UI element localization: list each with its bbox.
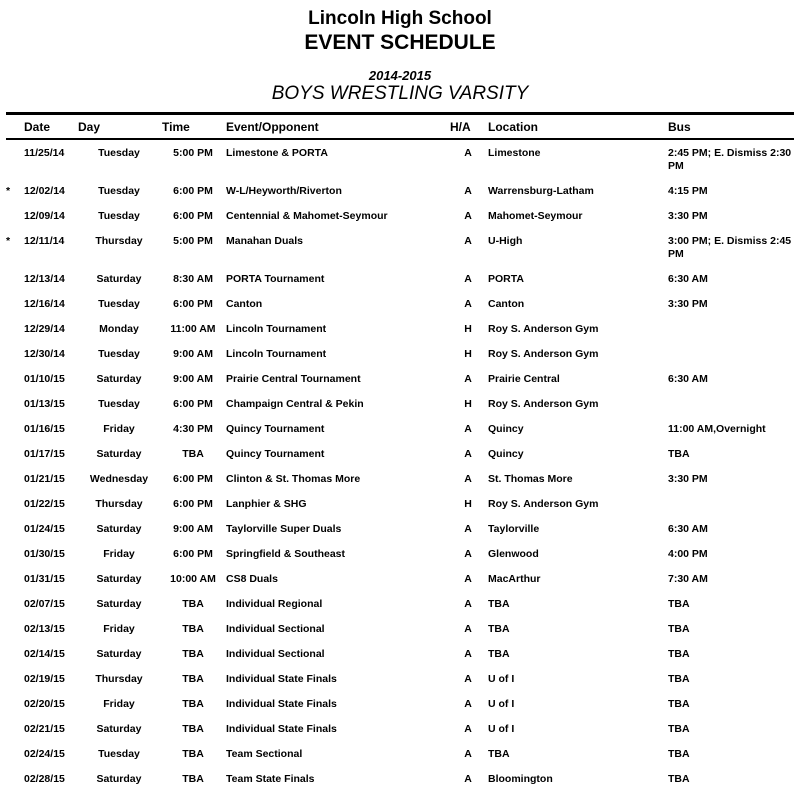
cell-date: 01/10/15	[24, 373, 65, 385]
cell-date: 12/16/14	[24, 298, 65, 310]
document-header	[0, 8, 800, 105]
team-name: BOYS WRESTLING VARSITY	[271, 83, 529, 104]
schedule-row	[6, 491, 794, 516]
cell-time: 9:00 AM	[173, 523, 213, 535]
schedule-row	[6, 541, 794, 566]
cell-date: 01/22/15	[24, 498, 65, 510]
cell-ha: A	[464, 185, 472, 197]
cell-location: U-High	[488, 235, 523, 247]
cell-location: Bloomington	[488, 773, 553, 785]
cell-date: 01/30/15	[24, 548, 65, 560]
cell-date: 01/21/15	[24, 473, 65, 485]
cell-day: Saturday	[96, 573, 142, 585]
cell-day: Tuesday	[98, 298, 140, 310]
cell-star	[6, 716, 24, 741]
column-header-home-away: H/A	[450, 114, 488, 140]
cell-location: Roy S. Anderson Gym	[488, 398, 599, 410]
cell-time: 9:00 AM	[173, 373, 213, 385]
cell-location: TBA	[488, 598, 510, 610]
cell-bus: TBA	[668, 648, 690, 660]
cell-star	[6, 341, 24, 366]
cell-bus: 6:30 AM	[668, 373, 708, 385]
cell-bus: 3:00 PM; E. Dismiss 2:45 PM	[668, 235, 792, 260]
cell-time: 5:00 PM	[173, 235, 213, 247]
column-header-bus: Bus	[668, 114, 794, 140]
cell-time: 6:00 PM	[173, 498, 213, 510]
cell-ha: A	[464, 723, 472, 735]
cell-event: Manahan Duals	[226, 235, 304, 247]
cell-location: TBA	[488, 648, 510, 660]
cell-ha: A	[464, 298, 472, 310]
column-header-location: Location	[488, 114, 668, 140]
cell-star	[6, 616, 24, 641]
cell-day: Saturday	[96, 723, 142, 735]
cell-date: 01/24/15	[24, 523, 65, 535]
cell-location: PORTA	[488, 273, 524, 285]
schedule-row	[6, 766, 794, 791]
cell-date: 01/13/15	[24, 398, 65, 410]
cell-star: *	[6, 185, 11, 197]
cell-event: Prairie Central Tournament	[226, 373, 361, 385]
cell-day: Saturday	[96, 373, 142, 385]
schedule-row	[6, 228, 794, 266]
schedule-row	[6, 341, 794, 366]
cell-date: 02/28/15	[24, 773, 65, 785]
column-header-event-opponent: Event/Opponent	[226, 114, 450, 140]
cell-event: Taylorville Super Duals	[226, 523, 342, 535]
cell-bus: 3:30 PM	[668, 473, 708, 485]
cell-ha: A	[464, 473, 472, 485]
cell-bus: TBA	[668, 698, 690, 710]
cell-event: Lanphier & SHG	[226, 498, 307, 510]
cell-bus: 4:00 PM	[668, 548, 708, 560]
cell-star	[6, 516, 24, 541]
schedule-row	[6, 266, 794, 291]
cell-day: Saturday	[96, 648, 142, 660]
cell-ha: A	[464, 548, 472, 560]
cell-time: TBA	[182, 598, 204, 610]
cell-bus: 3:30 PM	[668, 210, 708, 222]
cell-day: Monday	[99, 323, 139, 335]
column-header-day: Day	[78, 114, 162, 140]
cell-event: Lincoln Tournament	[226, 323, 327, 335]
cell-time: TBA	[182, 648, 204, 660]
cell-location: Warrensburg-Latham	[488, 185, 594, 197]
document-title: EVENT SCHEDULE	[304, 31, 496, 54]
cell-star	[6, 691, 24, 716]
cell-location: Quincy	[488, 423, 524, 435]
column-header-time: Time	[162, 114, 226, 140]
cell-date: 11/25/14	[24, 147, 65, 159]
cell-date: 01/17/15	[24, 448, 65, 460]
cell-event: Individual State Finals	[226, 723, 337, 735]
cell-time: 5:00 PM	[173, 147, 213, 159]
school-name: Lincoln High School	[308, 8, 492, 29]
cell-ha: A	[464, 748, 472, 760]
schedule-row	[6, 666, 794, 691]
cell-time: 6:00 PM	[173, 398, 213, 410]
cell-bus	[668, 316, 794, 341]
cell-star	[6, 491, 24, 516]
cell-location: Prairie Central	[488, 373, 560, 385]
cell-location: U of I	[488, 698, 515, 710]
cell-star	[6, 266, 24, 291]
cell-event: Springfield & Southeast	[226, 548, 346, 560]
cell-bus: 7:30 AM	[668, 573, 708, 585]
schedule-row	[6, 139, 794, 178]
cell-time: 9:00 AM	[173, 348, 213, 360]
cell-bus: 11:00 AM,Overnight	[668, 423, 766, 435]
cell-location: Limestone	[488, 147, 541, 159]
cell-ha: A	[464, 773, 472, 785]
cell-location: Taylorville	[488, 523, 540, 535]
cell-ha: A	[464, 273, 472, 285]
cell-date: 02/07/15	[24, 598, 65, 610]
cell-time: TBA	[182, 773, 204, 785]
cell-time: 6:00 PM	[173, 473, 213, 485]
cell-day: Friday	[103, 548, 135, 560]
cell-bus: 4:15 PM	[668, 185, 708, 197]
cell-day: Friday	[103, 623, 135, 635]
cell-bus	[668, 391, 794, 416]
cell-day: Saturday	[96, 773, 142, 785]
cell-bus: TBA	[668, 773, 690, 785]
cell-ha: A	[464, 448, 472, 460]
cell-location: Roy S. Anderson Gym	[488, 498, 599, 510]
cell-event: Team Sectional	[226, 748, 303, 760]
cell-time: 6:00 PM	[173, 210, 213, 222]
cell-star	[6, 139, 24, 178]
cell-date: 02/20/15	[24, 698, 65, 710]
cell-date: 02/24/15	[24, 748, 65, 760]
cell-time: 6:00 PM	[173, 185, 213, 197]
cell-date: 12/09/14	[24, 210, 65, 222]
star-column-header	[6, 114, 24, 140]
cell-ha: A	[464, 147, 472, 159]
cell-time: 6:00 PM	[173, 298, 213, 310]
cell-bus: TBA	[668, 748, 690, 760]
cell-star	[6, 391, 24, 416]
schedule-row	[6, 178, 794, 203]
cell-event: Individual State Finals	[226, 698, 337, 710]
cell-event: Lincoln Tournament	[226, 348, 327, 360]
cell-event: Centennial & Mahomet-Seymour	[226, 210, 388, 222]
cell-star	[6, 591, 24, 616]
cell-date: 02/19/15	[24, 673, 65, 685]
cell-location: U of I	[488, 723, 515, 735]
cell-star	[6, 291, 24, 316]
cell-date: 02/14/15	[24, 648, 65, 660]
cell-star	[6, 741, 24, 766]
cell-day: Thursday	[95, 235, 143, 247]
cell-location: Mahomet-Seymour	[488, 210, 583, 222]
cell-ha: A	[464, 210, 472, 222]
cell-date: 01/31/15	[24, 573, 65, 585]
cell-bus: 6:30 AM	[668, 273, 708, 285]
cell-event: Quincy Tournament	[226, 448, 325, 460]
schedule-row	[6, 516, 794, 541]
cell-star	[6, 466, 24, 491]
cell-day: Tuesday	[98, 398, 140, 410]
cell-location: Roy S. Anderson Gym	[488, 323, 599, 335]
cell-day: Thursday	[95, 498, 143, 510]
cell-day: Tuesday	[98, 147, 140, 159]
cell-location: Roy S. Anderson Gym	[488, 348, 599, 360]
cell-location: U of I	[488, 673, 515, 685]
cell-ha: A	[464, 235, 472, 247]
cell-event: Limestone & PORTA	[226, 147, 328, 159]
cell-location: Glenwood	[488, 548, 539, 560]
cell-time: TBA	[182, 723, 204, 735]
cell-day: Tuesday	[98, 185, 140, 197]
cell-bus: TBA	[668, 673, 690, 685]
cell-time: TBA	[182, 748, 204, 760]
cell-day: Tuesday	[98, 748, 140, 760]
cell-bus: 6:30 AM	[668, 523, 708, 535]
cell-day: Saturday	[96, 598, 142, 610]
cell-event: Champaign Central & Pekin	[226, 398, 364, 410]
schedule-row	[6, 716, 794, 741]
cell-ha: A	[464, 698, 472, 710]
cell-event: CS8 Duals	[226, 573, 278, 585]
cell-event: Individual Sectional	[226, 648, 325, 660]
cell-ha: H	[464, 348, 472, 360]
cell-bus: 3:30 PM	[668, 298, 708, 310]
cell-bus	[668, 491, 794, 516]
cell-date: 12/11/14	[24, 235, 65, 247]
cell-event: Individual Regional	[226, 598, 323, 610]
cell-bus: TBA	[668, 448, 690, 460]
cell-day: Tuesday	[98, 210, 140, 222]
cell-location: Canton	[488, 298, 525, 310]
cell-ha: A	[464, 523, 472, 535]
cell-time: TBA	[182, 448, 204, 460]
schedule-row	[6, 416, 794, 441]
cell-event: W-L/Heyworth/Riverton	[226, 185, 342, 197]
cell-ha: A	[464, 598, 472, 610]
cell-day: Friday	[103, 423, 135, 435]
cell-event: Clinton & St. Thomas More	[226, 473, 361, 485]
cell-day: Saturday	[96, 523, 142, 535]
cell-location: MacArthur	[488, 573, 541, 585]
cell-ha: A	[464, 673, 472, 685]
schedule-row	[6, 641, 794, 666]
cell-star	[6, 566, 24, 591]
cell-event: Individual Sectional	[226, 623, 325, 635]
cell-day: Tuesday	[98, 348, 140, 360]
cell-ha: H	[464, 398, 472, 410]
cell-bus	[668, 341, 794, 366]
cell-ha: H	[464, 498, 472, 510]
cell-star	[6, 366, 24, 391]
schedule-table-body	[6, 139, 794, 791]
cell-date: 12/30/14	[24, 348, 65, 360]
cell-ha: H	[464, 323, 472, 335]
cell-ha: A	[464, 623, 472, 635]
cell-time: 11:00 AM	[170, 323, 216, 335]
cell-star	[6, 541, 24, 566]
schedule-row	[6, 616, 794, 641]
cell-date: 12/02/14	[24, 185, 65, 197]
cell-bus: TBA	[668, 723, 690, 735]
cell-time: 4:30 PM	[173, 423, 213, 435]
cell-ha: A	[464, 573, 472, 585]
schedule-row	[6, 466, 794, 491]
schedule-row	[6, 366, 794, 391]
cell-date: 02/13/15	[24, 623, 65, 635]
cell-star	[6, 416, 24, 441]
cell-event: Quincy Tournament	[226, 423, 325, 435]
cell-day: Friday	[103, 698, 135, 710]
schedule-header-row	[6, 114, 794, 140]
cell-time: TBA	[182, 698, 204, 710]
cell-day: Saturday	[96, 273, 142, 285]
cell-location: Quincy	[488, 448, 524, 460]
cell-location: TBA	[488, 623, 510, 635]
schedule-row	[6, 691, 794, 716]
cell-star	[6, 666, 24, 691]
cell-event: Team State Finals	[226, 773, 315, 785]
cell-star	[6, 203, 24, 228]
cell-ha: A	[464, 648, 472, 660]
cell-bus: TBA	[668, 598, 690, 610]
cell-date: 02/21/15	[24, 723, 65, 735]
cell-time: TBA	[182, 673, 204, 685]
schedule-row	[6, 291, 794, 316]
schedule-row	[6, 391, 794, 416]
cell-star	[6, 766, 24, 791]
cell-location: TBA	[488, 748, 510, 760]
cell-day: Thursday	[95, 673, 143, 685]
cell-time: 6:00 PM	[173, 548, 213, 560]
cell-time: TBA	[182, 623, 204, 635]
cell-location: St. Thomas More	[488, 473, 573, 485]
cell-star	[6, 316, 24, 341]
cell-event: Canton	[226, 298, 263, 310]
cell-event: PORTA Tournament	[226, 273, 325, 285]
schedule-row	[6, 591, 794, 616]
cell-star: *	[6, 235, 11, 247]
cell-date: 12/13/14	[24, 273, 65, 285]
season-years: 2014-2015	[368, 68, 432, 83]
schedule-row	[6, 316, 794, 341]
cell-event: Individual State Finals	[226, 673, 337, 685]
cell-day: Wednesday	[89, 473, 149, 485]
schedule-table	[6, 112, 794, 791]
cell-date: 12/29/14	[24, 323, 65, 335]
schedule-row	[6, 441, 794, 466]
cell-bus: 2:45 PM; E. Dismiss 2:30 PM	[668, 147, 792, 172]
cell-day: Saturday	[96, 448, 142, 460]
cell-star	[6, 441, 24, 466]
schedule-row	[6, 741, 794, 766]
cell-ha: A	[464, 423, 472, 435]
cell-ha: A	[464, 373, 472, 385]
cell-date: 01/16/15	[24, 423, 65, 435]
cell-time: 10:00 AM	[170, 573, 216, 585]
column-header-date: Date	[24, 114, 78, 140]
cell-time: 8:30 AM	[173, 273, 213, 285]
schedule-row	[6, 203, 794, 228]
cell-bus: TBA	[668, 623, 690, 635]
cell-star	[6, 641, 24, 666]
schedule-row	[6, 566, 794, 591]
